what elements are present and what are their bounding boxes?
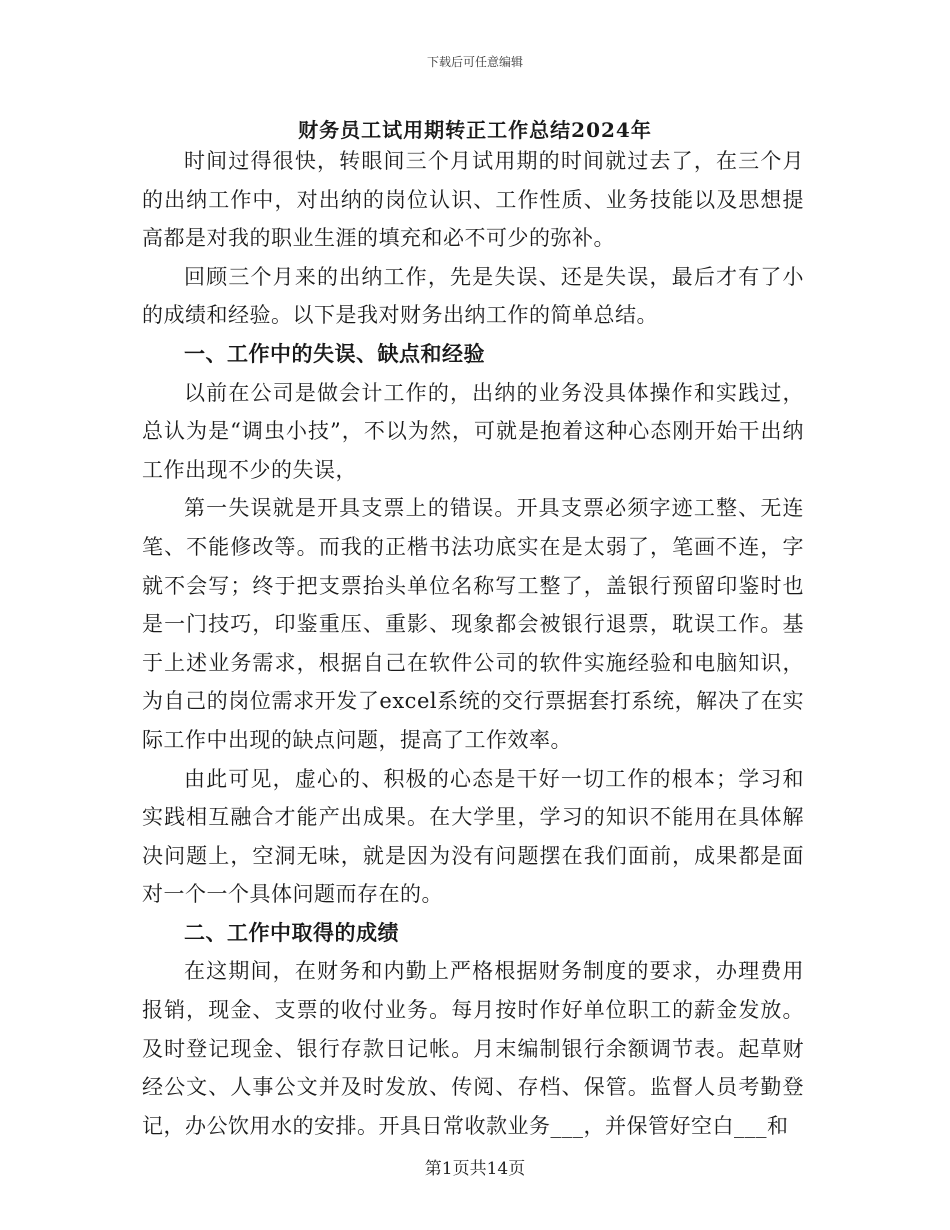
paragraph: 由此可见，虚心的、积极的心态是干好一切工作的根本；学习和实践相互融合才能产出成果。在大学里，学习的知识不能用在具体解决问题上，空洞无味，就是因为没有问题摆在我们面前，成果都是面对一个一个具体问题而存在的。 xyxy=(142,766,804,907)
section-heading: 一、工作中的失误、缺点和经验 xyxy=(184,340,485,366)
page-footer: 第1页共14页 xyxy=(424,1159,526,1179)
page-header-note: 下载后可任意编辑 xyxy=(426,55,523,69)
paragraph: 在这期间，在财务和内勤上严格根据财务制度的要求，办理费用报销，现金、支票的收付业务。每月按时作好单位职工的薪金发放。及时登记现金、银行存款日记帐。月末编制银行余额调节表。起草财经公文、人事公文并及时发放、传阅、存档、保管。监督人员考勤登记，办公饮用水的安排。开具日常收款业务___，并保管好空白___和 xyxy=(142,959,804,1138)
paragraph: 以前在公司是做会计工作的，出纳的业务没具体操作和实践过，总认为是“调虫小技”，不以为然，可就是抱着这种心态刚开始干出纳工作出现不少的失误， xyxy=(142,380,804,482)
paragraph: 回顾三个月来的出纳工作，先是失误、还是失误，最后才有了小的成绩和经验。以下是我对财务出纳工作的简单总结。 xyxy=(142,264,804,328)
document-body xyxy=(142,142,804,1145)
document-title: 财务员工试用期转正工作总结2024年 xyxy=(298,118,652,142)
section-heading: 二、工作中取得的成绩 xyxy=(184,919,399,945)
paragraph: 第一失误就是开具支票上的错误。开具支票必须字迹工整、无连笔、不能修改等。而我的正楷书法功底实在是太弱了，笔画不连，字就不会写；终于把支票抬头单位名称写工整了，盖银行预留印鉴时也是一门技巧，印鉴重压、重影、现象都会被银行退票，耽误工作。基于上述业务需求，根据自己在软件公司的软件实施经验和电脑知识，为自己的岗位需求开发了excel系统的交行票据套打系统，解决了在实际工作中出现的缺点问题，提高了工作效率。 xyxy=(142,496,804,752)
paragraph: 时间过得很快，转眼间三个月试用期的时间就过去了，在三个月的出纳工作中，对出纳的岗位认识、工作性质、业务技能以及思想提高都是对我的职业生涯的填充和必不可少的弥补。 xyxy=(142,149,804,251)
